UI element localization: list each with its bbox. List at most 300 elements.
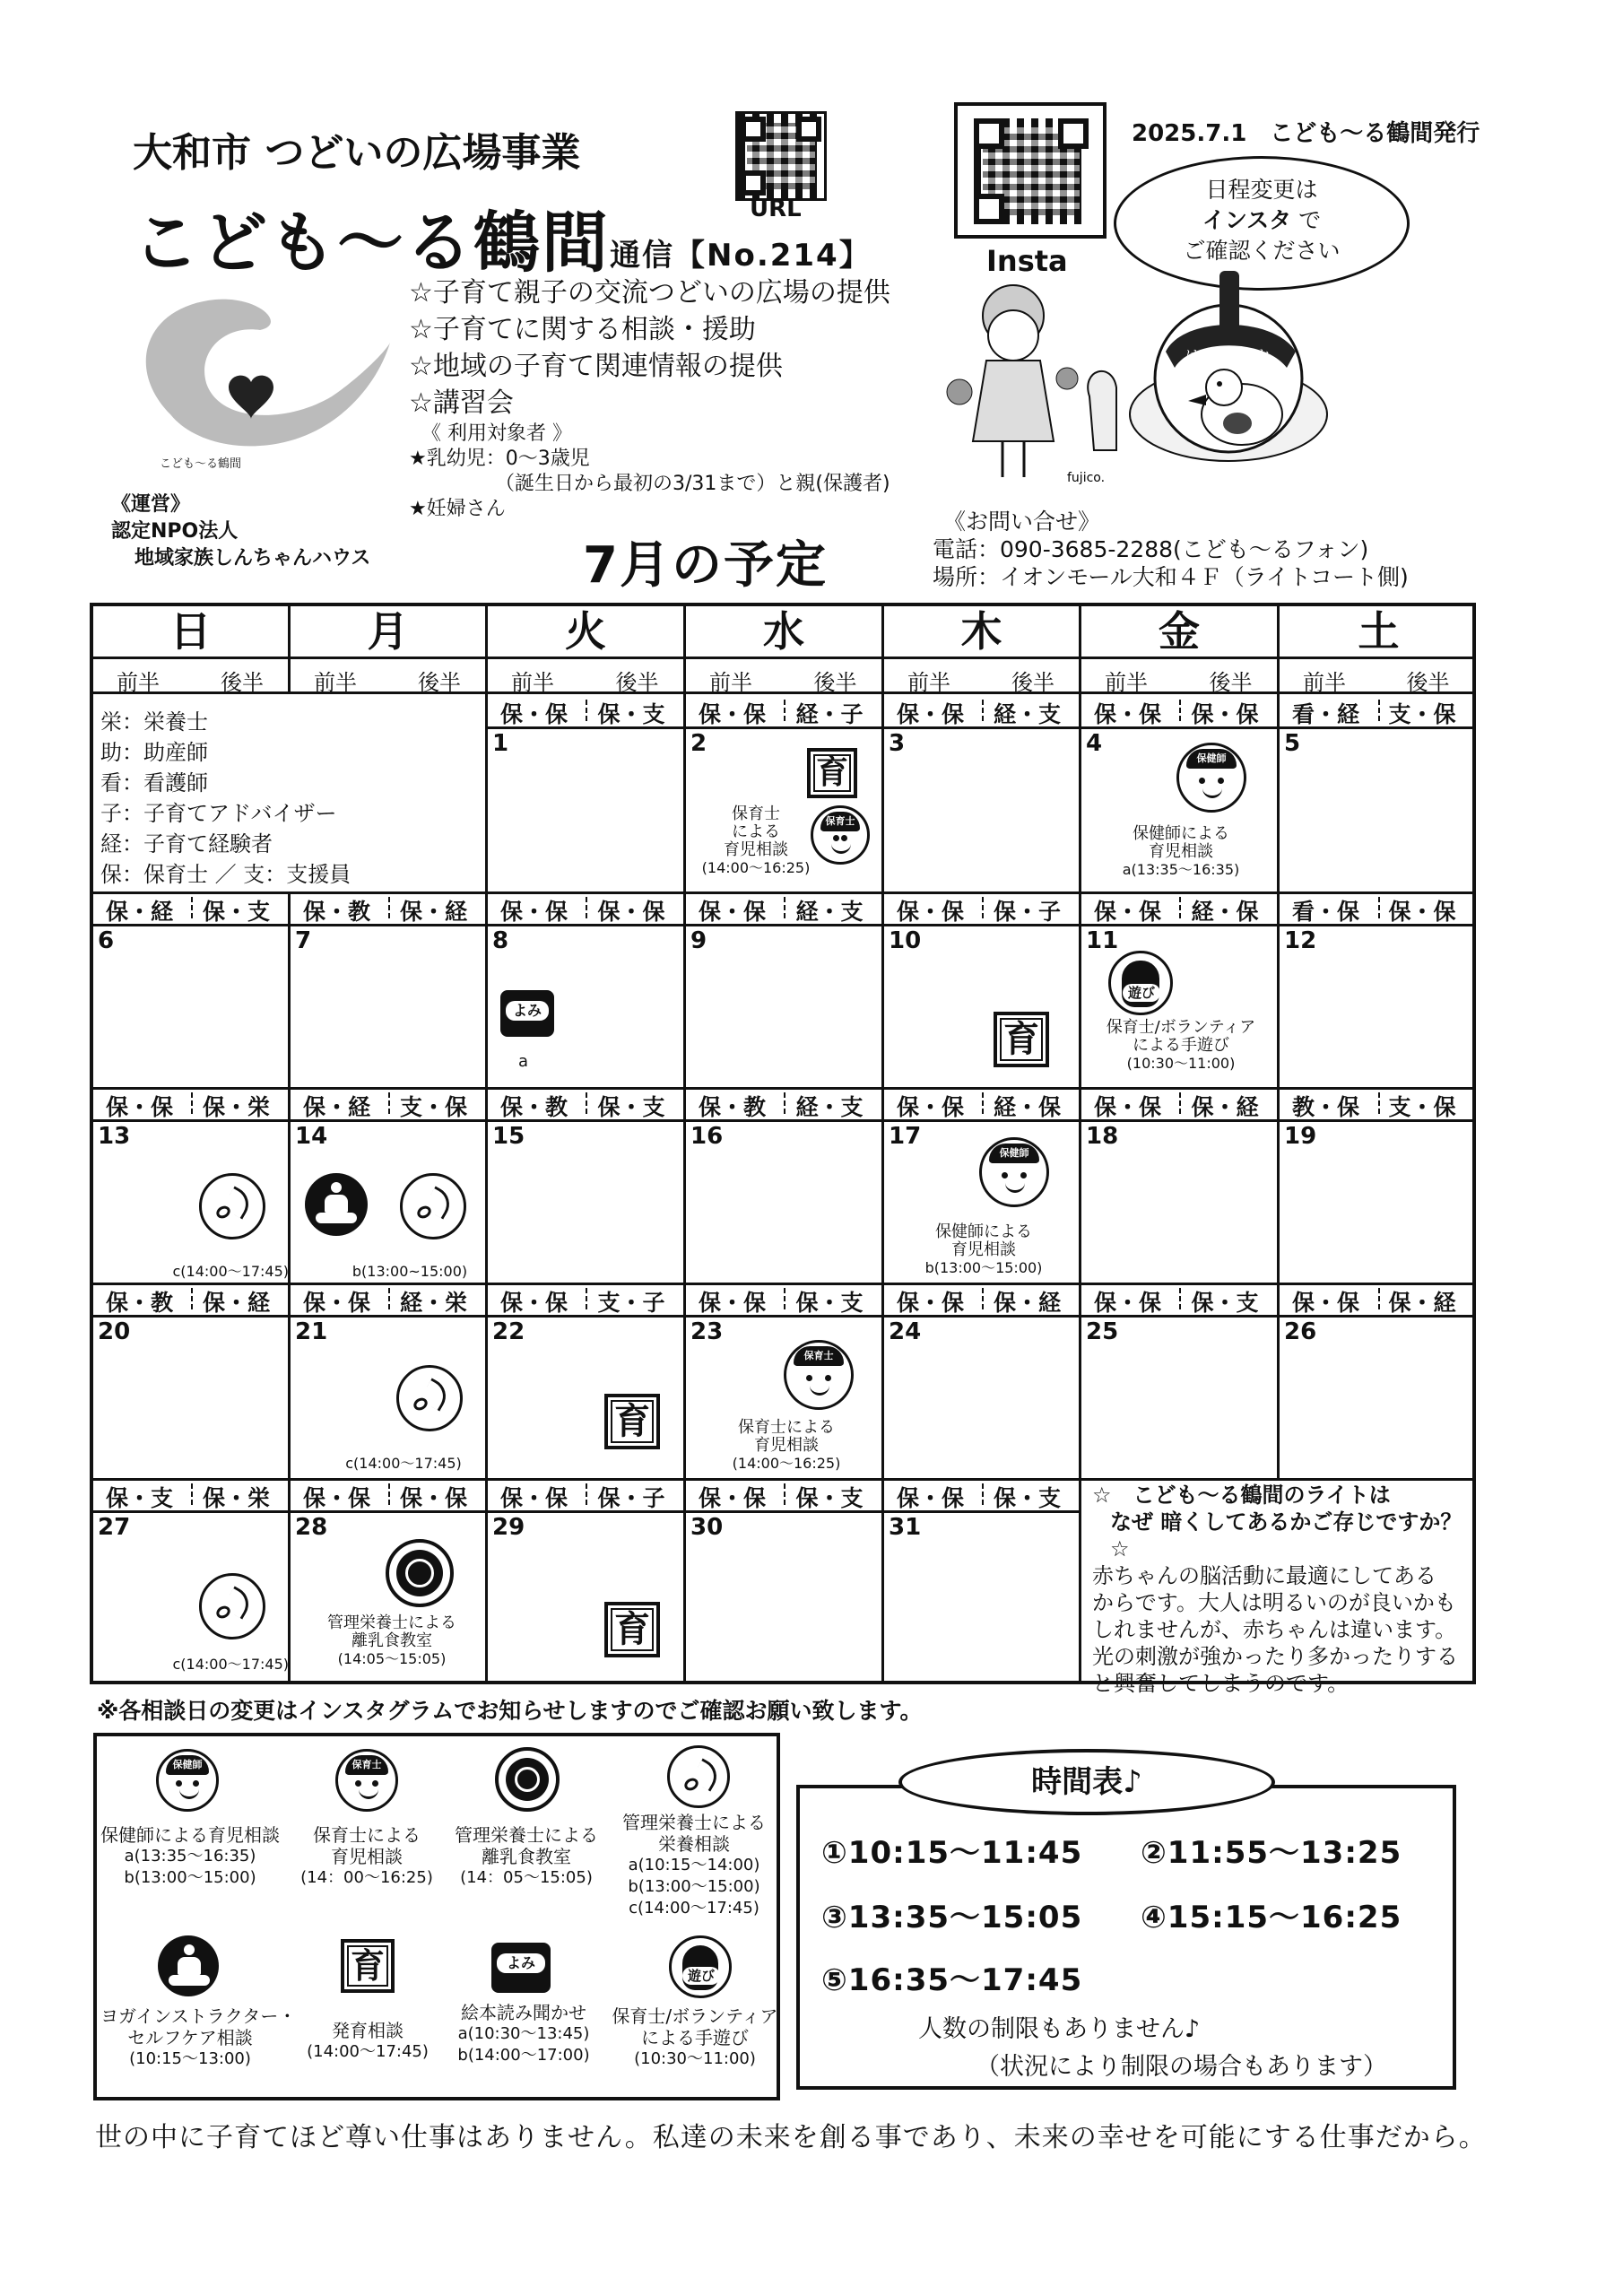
icon-cap-text: 保健師 <box>989 1144 1039 1163</box>
nutrition-consult-icon <box>667 1745 730 1808</box>
bubble-line-2 <box>1116 205 1407 236</box>
date-number: 17 <box>889 1123 922 1150</box>
hand-play-icon <box>1108 951 1173 1015</box>
date-cell <box>686 1119 884 1283</box>
baby-food-class-icon <box>386 1539 454 1607</box>
icon-cap-text: 保育士 <box>345 1755 388 1775</box>
row-divider <box>93 1478 1472 1481</box>
public-health-nurse-icon <box>156 1749 219 1812</box>
half-first-label: 前半 <box>314 670 357 695</box>
info-line: 光の刺激が強かったり多かったりする <box>1092 1644 1458 1669</box>
time-slot: ②11:55～13:25 <box>1141 1835 1402 1871</box>
staff-first: 保・保 <box>1094 1094 1162 1120</box>
event-line: a(13:35～16:35) <box>1122 861 1240 878</box>
date-number: 27 <box>98 1514 131 1541</box>
event-line: 管理栄養士による <box>327 1613 456 1632</box>
legend-time: (10:15～13:00) <box>129 2049 251 2068</box>
growth-consult-icon: 育 <box>604 1394 660 1449</box>
half-header <box>1280 657 1476 694</box>
abbrev-item: 子：子育てアドバイザー <box>100 801 337 826</box>
half-first-label: 前半 <box>907 670 950 695</box>
legend-label: 管理栄養士による <box>455 1824 598 1846</box>
row-divider <box>93 1283 1472 1285</box>
half-first-label: 前半 <box>1105 670 1148 695</box>
staff-second: 経・支 <box>795 1094 864 1120</box>
icon-label: よみ <box>497 1953 545 1973</box>
icon-cap-text: 保育士 <box>794 1346 844 1366</box>
staff-cell <box>488 1478 686 1510</box>
org-name: 大和市 つどいの広場事業 <box>133 130 581 176</box>
url-label: URL <box>750 196 802 222</box>
staff-cell <box>686 1087 884 1119</box>
hand-play-icon <box>669 1935 732 1998</box>
date-cell <box>1280 726 1476 891</box>
staff-second: 保・経 <box>203 1290 271 1316</box>
half-second-label: 後半 <box>418 670 461 695</box>
staff-first: 保・保 <box>500 1290 568 1316</box>
legend-label: セルフケア相談 <box>127 2027 253 2048</box>
legend-item <box>287 2020 448 2063</box>
legend-item <box>100 2005 297 2070</box>
legend-time: b(13:00～15:00) <box>124 1868 256 1887</box>
date-number: 16 <box>690 1123 724 1150</box>
nutrition-consult-icon <box>199 1573 265 1639</box>
staff-abbreviation-legend <box>100 707 351 890</box>
purpose-item: ☆講習会 <box>409 387 514 419</box>
legend-time: c(14:00～17:45) <box>629 1899 759 1918</box>
half-header <box>686 657 884 694</box>
staff-first: 保・教 <box>699 1094 767 1120</box>
bubble-de: で <box>1298 207 1322 233</box>
contact-info <box>933 508 1409 591</box>
date-number: 21 <box>295 1318 328 1345</box>
growth-consult-icon: 育 <box>604 1602 660 1657</box>
date-number: 23 <box>690 1318 724 1345</box>
event-note-d13: c(14:00～17:45) <box>172 1263 289 1280</box>
staff-first: 保・保 <box>699 899 767 925</box>
staff-cell <box>291 891 488 924</box>
row-divider <box>93 891 1472 894</box>
staff-first: 保・保 <box>500 899 568 925</box>
icon-label: よみ <box>506 1001 549 1021</box>
nursery-teacher-icon <box>811 805 870 865</box>
target-line: ★乳幼児：0～3歳児 <box>409 448 590 470</box>
date-number: 8 <box>492 927 509 954</box>
event-line: (10:30～11:00) <box>1126 1055 1236 1072</box>
staff-second: 保・経 <box>400 899 468 925</box>
public-health-nurse-icon <box>979 1137 1049 1207</box>
title-suffix: 通信【No.214】 <box>610 238 872 274</box>
half-header <box>291 657 488 694</box>
target-line: （誕生日から最初の3/31まで）と親(保護者) <box>495 473 890 495</box>
date-cell <box>884 726 1081 891</box>
row-divider <box>93 1087 1472 1090</box>
staff-first: 保・教 <box>500 1094 568 1120</box>
date-number: 25 <box>1086 1318 1119 1345</box>
staff-cell <box>93 1087 291 1119</box>
half-second-label: 後半 <box>1011 670 1055 695</box>
staff-cell <box>884 1478 1081 1510</box>
legend-item <box>283 1824 450 1889</box>
event-note-d2 <box>699 805 812 877</box>
logo-icon <box>135 289 395 450</box>
staff-first: 保・保 <box>699 701 767 727</box>
nutrition-consult-icon <box>396 1365 463 1431</box>
event-line: 育児相談 <box>1149 842 1213 861</box>
event-note-d21: c(14:00～17:45) <box>345 1455 462 1472</box>
staff-second: 保・経 <box>994 1290 1062 1316</box>
target-title: 《 利用対象者 》 <box>421 422 572 445</box>
info-line: ☆ こども～る鶴間のライトは <box>1092 1483 1391 1508</box>
staff-second: 経・支 <box>994 701 1062 727</box>
half-first-label: 前半 <box>1303 670 1346 695</box>
staff-first: 保・保 <box>897 1094 965 1120</box>
event-line: 離乳食教室 <box>352 1631 432 1650</box>
time-slot: ①10:15～11:45 <box>821 1835 1083 1871</box>
staff-second: 保・保 <box>400 1485 468 1511</box>
timetable-title: 時間表♪ <box>898 1749 1275 1815</box>
icon-cap-text: 保育士 <box>820 812 860 831</box>
operator-label: 《運営》 <box>111 493 191 516</box>
date-number: 14 <box>295 1123 328 1150</box>
time-slot: ⑤16:35～17:45 <box>821 1962 1083 1998</box>
staff-second: 経・栄 <box>400 1290 468 1316</box>
staff-second: 支・保 <box>1388 701 1456 727</box>
half-first-label: 前半 <box>709 670 752 695</box>
calendar <box>90 603 1476 1696</box>
date-number: 4 <box>1086 730 1103 757</box>
icon-legend <box>93 1733 780 2100</box>
insta-label: Insta <box>986 244 1068 278</box>
half-header <box>884 657 1081 694</box>
event-note-d11 <box>1085 1019 1277 1073</box>
date-number: 9 <box>690 927 707 954</box>
date-cell <box>488 726 686 891</box>
abbrev-item: 保：保育士 ／ 支：支援員 <box>100 862 352 887</box>
staff-cell <box>884 891 1081 924</box>
mascot-illustration <box>933 262 1399 495</box>
staff-second: 支・保 <box>400 1094 468 1120</box>
event-line: b(13:00～15:00) <box>924 1259 1043 1276</box>
event-note-d23 <box>690 1419 882 1473</box>
yoga-icon <box>305 1173 368 1236</box>
date-number: 26 <box>1284 1318 1317 1345</box>
info-line: 赤ちゃんの脳活動に最適にしてある <box>1092 1563 1436 1588</box>
half-first-label: 前半 <box>117 670 160 695</box>
date-cell <box>884 1510 1081 1683</box>
date-number: 28 <box>295 1514 328 1541</box>
timetable-note: 人数の制限もありません♪ <box>918 2015 1201 2043</box>
public-health-nurse-icon <box>1176 743 1246 813</box>
half-first-label: 前半 <box>511 670 554 695</box>
staff-cell <box>686 1283 884 1315</box>
event-line: 保育士による <box>738 1418 835 1437</box>
staff-second: 経・支 <box>795 899 864 925</box>
staff-second: 保・保 <box>597 899 665 925</box>
date-number: 24 <box>889 1318 922 1345</box>
legend-time: (14：00～16:25) <box>300 1868 433 1887</box>
day-header-wed: 水 <box>686 606 884 657</box>
abbrev-item: 栄：栄養士 <box>100 709 208 735</box>
event-note-d14: b(13:00~15:00) <box>352 1263 468 1280</box>
illus-signature: fujico. <box>1067 471 1106 485</box>
event-line: (14:05～15:05) <box>337 1650 447 1667</box>
staff-second: 保・支 <box>994 1485 1062 1511</box>
date-cell <box>93 1315 291 1478</box>
date-number: 6 <box>98 927 115 954</box>
url-qr-code[interactable] <box>735 111 827 201</box>
date-number: 13 <box>98 1123 131 1150</box>
date-number: 5 <box>1284 730 1301 757</box>
event-note-d27: c(14:00～17:45) <box>172 1656 289 1673</box>
contact-phone[interactable]: 電話：090-3685-2288(こども～るフォン) <box>933 536 1369 562</box>
half-second-label: 後半 <box>1209 670 1253 695</box>
nursery-teacher-icon <box>784 1340 854 1410</box>
contact-label: 《お問い合せ》 <box>943 509 1101 535</box>
staff-cell <box>93 891 291 924</box>
event-line: 保健師による <box>1133 824 1229 843</box>
staff-first: 保・経 <box>106 899 174 925</box>
staff-cell <box>1280 1087 1476 1119</box>
staff-cell <box>488 1087 686 1119</box>
legend-item <box>100 1824 280 1889</box>
event-line: による手遊び <box>1133 1036 1229 1055</box>
staff-second: 支・保 <box>1388 1094 1456 1120</box>
staff-cell <box>488 694 686 726</box>
date-number: 2 <box>690 730 707 757</box>
staff-cell <box>291 1478 488 1510</box>
staff-first: 教・保 <box>1292 1094 1360 1120</box>
staff-cell <box>1280 1283 1476 1315</box>
staff-cell <box>488 1283 686 1315</box>
icon-label: 遊び <box>682 1967 720 1985</box>
light-info-box <box>1092 1482 1469 1697</box>
operator-line: 認定NPO法人 <box>111 520 239 543</box>
legend-time: (14：05～15:05) <box>460 1868 593 1887</box>
staff-first: 保・保 <box>699 1290 767 1316</box>
nutrition-consult-icon <box>199 1173 265 1239</box>
baby-food-class-icon <box>495 1747 560 1812</box>
bubble-insta: インスタ <box>1202 207 1292 233</box>
picture-book-icon <box>491 1943 551 1993</box>
staff-first: 保・保 <box>1292 1290 1360 1316</box>
yoga-icon <box>158 1935 219 1996</box>
title-main: こども～る鶴間 <box>133 204 610 282</box>
legend-time: b(14:00～17:00) <box>457 2046 590 2065</box>
event-line: (14:00～16:25) <box>701 859 811 876</box>
time-slot: ④15:15～16:25 <box>1141 1900 1402 1935</box>
staff-first: 保・保 <box>897 1290 965 1316</box>
date-number: 19 <box>1284 1123 1317 1150</box>
date-cell <box>1280 1315 1476 1478</box>
legend-time: a(10:15～14:00) <box>628 1856 760 1874</box>
legend-item <box>441 2002 606 2066</box>
staff-cell <box>291 1087 488 1119</box>
date-cell <box>93 924 291 1087</box>
legend-label: 栄養相談 <box>658 1833 730 1855</box>
info-line: と興奮してしまうのです。 <box>1092 1671 1350 1696</box>
event-note-d17 <box>888 1223 1080 1277</box>
half-second-label: 後半 <box>615 670 659 695</box>
staff-first: 保・保 <box>1094 701 1162 727</box>
duck-banner-text: はぐくねっと <box>1185 347 1272 364</box>
staff-second: 保・栄 <box>203 1094 271 1120</box>
icon-cap-text: 保健師 <box>1186 749 1237 769</box>
staff-second: 保・経 <box>1191 1094 1259 1120</box>
info-line: しれませんが、赤ちゃんは違います。 <box>1092 1617 1457 1642</box>
staff-cell <box>1081 891 1280 924</box>
target-users <box>409 422 890 522</box>
half-header <box>488 657 686 694</box>
closing-motto: 世の中に子育てほど尊い仕事はありません。私達の未来を創る事であり、未来の幸せを可能にする仕事だから。 <box>95 2122 1487 2153</box>
date-cell <box>1280 1119 1476 1283</box>
icon-label: 遊び <box>1123 984 1160 1002</box>
date-number: 12 <box>1284 927 1317 954</box>
staff-first: 保・保 <box>500 1485 568 1511</box>
date-cell <box>1081 1119 1280 1283</box>
event-line: 育児相談 <box>754 1436 819 1455</box>
logo-caption: こども～る鶴間 <box>160 457 242 471</box>
nutrition-consult-icon <box>400 1173 466 1239</box>
date-cell <box>488 1119 686 1283</box>
nursery-teacher-icon <box>335 1749 398 1812</box>
target-line: ★妊婦さん <box>409 498 506 520</box>
staff-first: 保・保 <box>897 899 965 925</box>
staff-second: 保・保 <box>1191 701 1259 727</box>
staff-first: 保・保 <box>500 701 568 727</box>
date-cell <box>686 1510 884 1683</box>
staff-first: 保・教 <box>303 899 371 925</box>
date-number: 30 <box>690 1514 724 1541</box>
legend-label: 保育士/ボランティア <box>612 2005 778 2027</box>
half-second-label: 後半 <box>813 670 857 695</box>
legend-item <box>612 1812 777 1919</box>
abbrev-item: 助：助産師 <box>100 740 208 765</box>
half-second-label: 後半 <box>1406 670 1450 695</box>
month-title: 7月の予定 <box>583 536 828 595</box>
staff-first: 保・保 <box>897 1485 965 1511</box>
staff-second: 保・経 <box>1388 1290 1456 1316</box>
staff-cell <box>1081 1087 1280 1119</box>
insta-qr-frame <box>954 102 1107 239</box>
event-line: (14:00～16:25) <box>732 1455 841 1472</box>
staff-first: 保・保 <box>106 1094 174 1120</box>
purpose-item: ☆地域の子育て関連情報の提供 <box>409 351 783 382</box>
legend-time: (14:00～17:45) <box>307 2042 429 2061</box>
icon-cap-text: 保健師 <box>166 1755 209 1775</box>
event-line: 保育士/ボランティア <box>1106 1018 1256 1037</box>
staff-cell <box>488 891 686 924</box>
date-number: 3 <box>889 730 906 757</box>
date-number: 18 <box>1086 1123 1119 1150</box>
growth-consult-icon: 育 <box>807 748 857 798</box>
operator-line: 地域家族しんちゃんハウス <box>135 547 371 570</box>
staff-cell <box>884 1087 1081 1119</box>
staff-cell <box>1280 891 1476 924</box>
staff-cell <box>291 1283 488 1315</box>
staff-second: 保・支 <box>795 1290 864 1316</box>
staff-first: 看・経 <box>1292 701 1360 727</box>
legend-label: 保健師による育児相談 <box>100 1824 280 1846</box>
staff-first: 保・支 <box>106 1485 174 1511</box>
date-number: 31 <box>889 1514 922 1541</box>
legend-label: 絵本読み聞かせ <box>461 2002 586 2023</box>
staff-cell <box>686 891 884 924</box>
day-header-mon: 月 <box>291 606 488 657</box>
staff-second: 支・子 <box>597 1290 665 1316</box>
day-header-fri: 金 <box>1081 606 1280 657</box>
staff-second: 保・子 <box>994 899 1062 925</box>
bubble-line-3: ご確認ください <box>1183 238 1341 264</box>
event-note-d4 <box>1085 825 1277 879</box>
legend-item <box>612 2005 778 2070</box>
staff-second: 経・子 <box>795 701 864 727</box>
staff-second: 保・子 <box>597 1485 665 1511</box>
staff-cell <box>686 1478 884 1510</box>
timetable-note: （状況により制限の場合もあります） <box>976 2053 1387 2081</box>
bubble-line-1: 日程変更は <box>1205 177 1318 203</box>
day-header-sat: 土 <box>1358 607 1400 656</box>
time-slot: ③13:35～15:05 <box>821 1900 1083 1935</box>
staff-second: 経・保 <box>994 1094 1062 1120</box>
legend-time: b(13:00～15:00) <box>628 1877 760 1896</box>
purpose-item: ☆子育て親子の交流つどいの広場の提供 <box>409 277 890 309</box>
staff-first: 保・教 <box>106 1290 174 1316</box>
event-note-d8: a <box>518 1052 529 1071</box>
event-line: 育児相談 <box>951 1240 1016 1259</box>
staff-second: 保・支 <box>1191 1290 1259 1316</box>
legend-item <box>441 1824 612 1889</box>
staff-first: 保・保 <box>897 701 965 727</box>
growth-consult-icon: 育 <box>341 1939 395 1993</box>
change-notice: ※各相談日の変更はインスタグラムでお知らせしますのでご確認お願い致します。 <box>97 1698 923 1724</box>
purpose-item: ☆子育てに関する相談・援助 <box>409 314 756 345</box>
staff-cell <box>884 1283 1081 1315</box>
legend-label: 育児相談 <box>331 1846 403 1867</box>
event-line: 保健師による <box>935 1222 1032 1241</box>
half-header <box>93 657 291 694</box>
day-header-thu: 木 <box>884 606 1081 657</box>
insta-qr-code[interactable] <box>974 118 1089 224</box>
date-number: 22 <box>492 1318 525 1345</box>
staff-second: 保・支 <box>795 1485 864 1511</box>
legend-label: による手遊び <box>641 2027 749 2048</box>
legend-label: ヨガインストラクター・ <box>100 2005 297 2027</box>
date-number: 10 <box>889 927 922 954</box>
picture-book-icon <box>500 990 554 1037</box>
date-number: 1 <box>492 730 509 757</box>
date-cell <box>1081 1315 1280 1478</box>
day-header-tue: 火 <box>488 606 686 657</box>
operator-info <box>111 491 370 572</box>
info-line: からです。大人は明るいのが良いかも <box>1092 1590 1456 1615</box>
event-note-d28 <box>296 1614 488 1668</box>
legend-time: a(13:35～16:35) <box>124 1847 256 1866</box>
staff-cell <box>93 1478 291 1510</box>
staff-cell <box>1081 694 1280 726</box>
staff-cell <box>884 694 1081 726</box>
date-number: 11 <box>1086 927 1119 954</box>
staff-cell <box>1081 1283 1280 1315</box>
legend-label: 管理栄養士による <box>622 1812 766 1833</box>
staff-cell <box>686 694 884 726</box>
legend-label: 離乳食教室 <box>482 1846 571 1867</box>
date-cell <box>686 924 884 1087</box>
staff-first: 看・保 <box>1292 899 1360 925</box>
staff-second: 経・保 <box>1191 899 1259 925</box>
date-number: 7 <box>295 927 312 954</box>
event-line: 保育士 <box>732 804 780 823</box>
